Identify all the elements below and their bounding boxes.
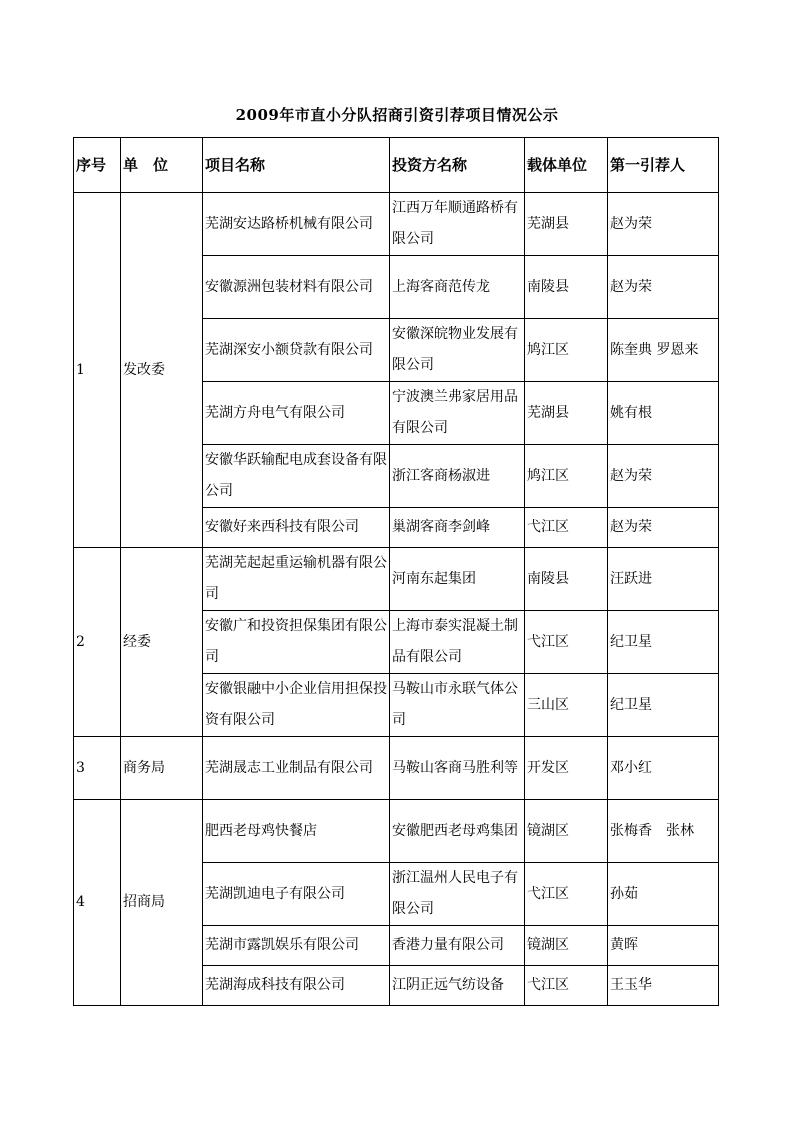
carrier-unit: 南陵县 xyxy=(525,256,608,319)
project-table xyxy=(73,137,719,1006)
investor-name: 上海市泰实混凝土制品有限公司 xyxy=(390,611,525,674)
project-name: 肥西老母鸡快餐店 xyxy=(203,800,390,863)
carrier-unit: 鸠江区 xyxy=(525,445,608,508)
header-carrier: 载体单位 xyxy=(525,138,608,193)
project-name: 芜湖芜起起重运输机器有限公司 xyxy=(203,548,390,611)
referrer: 赵为荣 xyxy=(608,508,719,548)
carrier-unit: 弋江区 xyxy=(525,966,608,1006)
investor-name: 宁波澳兰弗家居用品有限公司 xyxy=(390,382,525,445)
table-row xyxy=(74,800,719,863)
referrer: 黄晖 xyxy=(608,926,719,966)
referrer: 邓小红 xyxy=(608,737,719,800)
carrier-unit: 开发区 xyxy=(525,737,608,800)
investor-name: 马鞍山市永联气体公司 xyxy=(390,674,525,737)
header-project: 项目名称 xyxy=(203,138,390,193)
investor-name: 安徽深皖物业发展有限公司 xyxy=(390,319,525,382)
group-index: 2 xyxy=(74,548,121,737)
referrer: 姚有根 xyxy=(608,382,719,445)
carrier-unit: 芜湖县 xyxy=(525,193,608,256)
carrier-unit: 弋江区 xyxy=(525,863,608,926)
referrer: 王玉华 xyxy=(608,966,719,1006)
header-unit: 单 位 xyxy=(121,138,203,193)
header-investor: 投资方名称 xyxy=(390,138,525,193)
referrer: 纪卫星 xyxy=(608,611,719,674)
table-header-row xyxy=(74,138,719,193)
group-unit: 经委 xyxy=(121,548,203,737)
document-title: 2009年市直小分队招商引资引荐项目情况公示 xyxy=(235,106,559,124)
carrier-unit: 南陵县 xyxy=(525,548,608,611)
group-unit: 商务局 xyxy=(121,737,203,800)
header-referrer: 第一引荐人 xyxy=(608,138,719,193)
project-name: 安徽银融中小企业信用担保投资有限公司 xyxy=(203,674,390,737)
referrer: 张梅香 张林 xyxy=(608,800,719,863)
group-unit: 招商局 xyxy=(121,800,203,1006)
group-unit: 发改委 xyxy=(121,193,203,548)
carrier-unit: 镜湖区 xyxy=(525,926,608,966)
project-name: 芜湖市露凯娱乐有限公司 xyxy=(203,926,390,966)
table-row xyxy=(74,737,719,800)
carrier-unit: 三山区 xyxy=(525,674,608,737)
project-name: 安徽源洲包装材料有限公司 xyxy=(203,256,390,319)
investor-name: 马鞍山客商马胜利等 xyxy=(390,737,525,800)
group-index: 3 xyxy=(74,737,121,800)
carrier-unit: 鸠江区 xyxy=(525,319,608,382)
referrer: 赵为荣 xyxy=(608,445,719,508)
referrer: 陈奎典 罗恩来 xyxy=(608,319,719,382)
investor-name: 上海客商范传龙 xyxy=(390,256,525,319)
investor-name: 江阴正远气纺设备 xyxy=(390,966,525,1006)
carrier-unit: 芜湖县 xyxy=(525,382,608,445)
investor-name: 浙江客商杨淑进 xyxy=(390,445,525,508)
carrier-unit: 镜湖区 xyxy=(525,800,608,863)
carrier-unit: 弋江区 xyxy=(525,611,608,674)
carrier-unit: 弋江区 xyxy=(525,508,608,548)
investor-name: 浙江温州人民电子有限公司 xyxy=(390,863,525,926)
table-row xyxy=(74,193,719,256)
project-name: 安徽华跃输配电成套设备有限公司 xyxy=(203,445,390,508)
project-name: 芜湖凯迪电子有限公司 xyxy=(203,863,390,926)
referrer: 赵为荣 xyxy=(608,256,719,319)
group-index: 1 xyxy=(74,193,121,548)
investor-name: 安徽肥西老母鸡集团 xyxy=(390,800,525,863)
referrer: 纪卫星 xyxy=(608,674,719,737)
referrer: 赵为荣 xyxy=(608,193,719,256)
group-index: 4 xyxy=(74,800,121,1006)
project-name: 芜湖晟志工业制品有限公司 xyxy=(203,737,390,800)
investor-name: 巢湖客商李剑峰 xyxy=(390,508,525,548)
project-name: 芜湖方舟电气有限公司 xyxy=(203,382,390,445)
project-name: 芜湖海成科技有限公司 xyxy=(203,966,390,1006)
header-index: 序号 xyxy=(74,138,121,193)
project-name: 安徽好来西科技有限公司 xyxy=(203,508,390,548)
table-row xyxy=(74,548,719,611)
investor-name: 香港力量有限公司 xyxy=(390,926,525,966)
referrer: 汪跃进 xyxy=(608,548,719,611)
investor-name: 河南东起集团 xyxy=(390,548,525,611)
project-name: 芜湖安达路桥机械有限公司 xyxy=(203,193,390,256)
referrer: 孙茹 xyxy=(608,863,719,926)
project-name: 芜湖深安小额贷款有限公司 xyxy=(203,319,390,382)
project-name: 安徽广和投资担保集团有限公司 xyxy=(203,611,390,674)
investor-name: 江西万年顺通路桥有限公司 xyxy=(390,193,525,256)
